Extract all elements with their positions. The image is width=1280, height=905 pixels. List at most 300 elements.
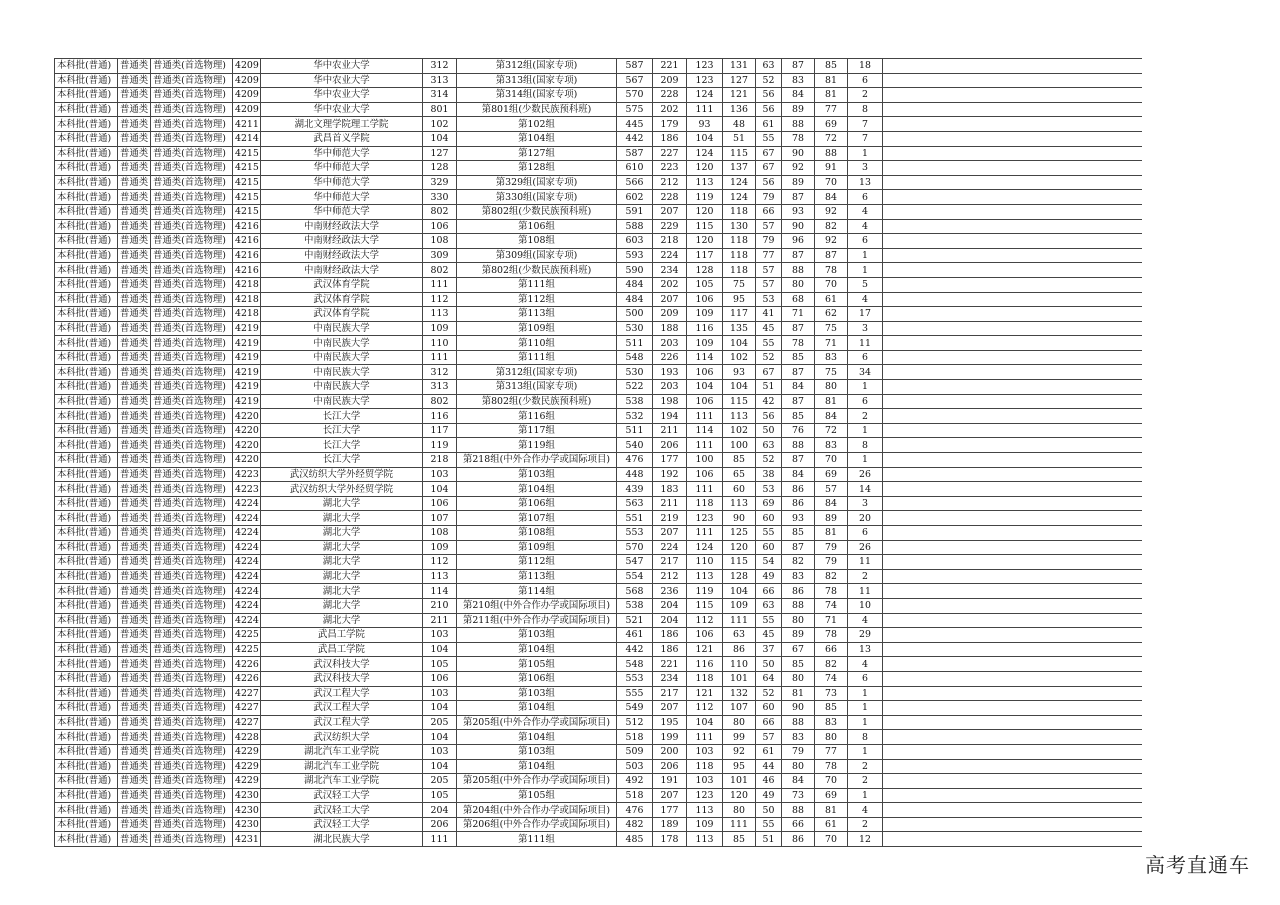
- empty-cell: [883, 671, 1142, 686]
- group-name-cell: 第103组: [457, 467, 617, 482]
- chinese-math-cell: 195: [653, 715, 687, 730]
- plan-cell: 590: [617, 263, 653, 278]
- chinese-cell: 111: [723, 817, 756, 832]
- plan-cell: 570: [617, 540, 653, 555]
- subject-cell: 普通类(首选物理): [151, 803, 233, 818]
- batch-cell: 本科批(普通): [55, 744, 118, 759]
- chinese-cell: 115: [723, 146, 756, 161]
- category-cell: 普通类: [118, 365, 151, 380]
- empty-cell: [883, 248, 1142, 263]
- empty-cell: [883, 774, 1142, 789]
- plan-cell: 563: [617, 496, 653, 511]
- subject-cell: 普通类(首选物理): [151, 219, 233, 234]
- chinese-cell: 85: [723, 453, 756, 468]
- school-code-cell: 4216: [233, 234, 261, 249]
- group-name-cell: 第111组: [457, 277, 617, 292]
- subject-cell: 普通类(首选物理): [151, 131, 233, 146]
- table-row: [55, 584, 1142, 599]
- physics-cell: 93: [782, 204, 815, 219]
- category-cell: 普通类: [118, 102, 151, 117]
- math-cell: 121: [687, 642, 723, 657]
- group-name-cell: 第105组: [457, 788, 617, 803]
- math-cell: 124: [687, 540, 723, 555]
- physics-cell: 85: [782, 409, 815, 424]
- math-cell: 109: [687, 336, 723, 351]
- chinese-cell: 95: [723, 292, 756, 307]
- plan-cell: 588: [617, 219, 653, 234]
- physics-cell: 78: [782, 336, 815, 351]
- group-name-cell: 第312组(国家专项): [457, 59, 617, 74]
- physics-cell: 90: [782, 701, 815, 716]
- math-cell: 115: [687, 598, 723, 613]
- physics-cell: 84: [782, 380, 815, 395]
- school-name-cell: 华中农业大学: [261, 88, 423, 103]
- group-name-cell: 第104组: [457, 759, 617, 774]
- school-code-cell: 4216: [233, 263, 261, 278]
- empty-cell: [883, 350, 1142, 365]
- group-code-cell: 309: [423, 248, 457, 263]
- english-cell: 46: [756, 774, 782, 789]
- empty-cell: [883, 131, 1142, 146]
- school-name-cell: 华中农业大学: [261, 73, 423, 88]
- chinese-cell: 92: [723, 744, 756, 759]
- score-cell: 70: [815, 832, 848, 847]
- group-code-cell: 313: [423, 380, 457, 395]
- group-name-cell: 第309组(国家专项): [457, 248, 617, 263]
- school-name-cell: 中南财经政法大学: [261, 234, 423, 249]
- group-name-cell: 第104组: [457, 730, 617, 745]
- empty-cell: [883, 423, 1142, 438]
- math-cell: 93: [687, 117, 723, 132]
- group-code-cell: 111: [423, 277, 457, 292]
- chinese-math-cell: 218: [653, 234, 687, 249]
- plan-cell: 484: [617, 292, 653, 307]
- subject-cell: 普通类(首选物理): [151, 453, 233, 468]
- english-cell: 56: [756, 175, 782, 190]
- category-cell: 普通类: [118, 555, 151, 570]
- group-name-cell: 第330组(国家专项): [457, 190, 617, 205]
- chinese-math-cell: 224: [653, 540, 687, 555]
- score-cell: 83: [815, 438, 848, 453]
- english-cell: 55: [756, 613, 782, 628]
- school-code-cell: 4219: [233, 394, 261, 409]
- school-name-cell: 武汉轻工大学: [261, 788, 423, 803]
- chinese-math-cell: 217: [653, 686, 687, 701]
- chinese-math-cell: 178: [653, 832, 687, 847]
- score-cell: 73: [815, 686, 848, 701]
- english-cell: 38: [756, 467, 782, 482]
- physics-cell: 87: [782, 453, 815, 468]
- plan-cell: 476: [617, 803, 653, 818]
- score-cell: 62: [815, 307, 848, 322]
- school-code-cell: 4209: [233, 73, 261, 88]
- physics-cell: 71: [782, 307, 815, 322]
- group-name-cell: 第127组: [457, 146, 617, 161]
- rank-cell: 6: [848, 234, 883, 249]
- chinese-cell: 137: [723, 161, 756, 176]
- group-code-cell: 106: [423, 219, 457, 234]
- batch-cell: 本科批(普通): [55, 161, 118, 176]
- table-row: [55, 350, 1142, 365]
- chinese-math-cell: 219: [653, 511, 687, 526]
- empty-cell: [883, 380, 1142, 395]
- school-code-cell: 4224: [233, 555, 261, 570]
- plan-cell: 602: [617, 190, 653, 205]
- rank-cell: 8: [848, 438, 883, 453]
- physics-cell: 81: [782, 686, 815, 701]
- math-cell: 105: [687, 277, 723, 292]
- score-cell: 78: [815, 263, 848, 278]
- plan-cell: 587: [617, 59, 653, 74]
- group-code-cell: 109: [423, 321, 457, 336]
- score-cell: 70: [815, 774, 848, 789]
- category-cell: 普通类: [118, 59, 151, 74]
- physics-cell: 87: [782, 248, 815, 263]
- school-name-cell: 武汉科技大学: [261, 671, 423, 686]
- category-cell: 普通类: [118, 628, 151, 643]
- plan-cell: 461: [617, 628, 653, 643]
- group-code-cell: 205: [423, 715, 457, 730]
- category-cell: 普通类: [118, 540, 151, 555]
- group-name-cell: 第106组: [457, 671, 617, 686]
- school-code-cell: 4224: [233, 598, 261, 613]
- group-name-cell: 第117组: [457, 423, 617, 438]
- chinese-math-cell: 207: [653, 788, 687, 803]
- school-name-cell: 湖北汽车工业学院: [261, 744, 423, 759]
- school-code-cell: 4209: [233, 102, 261, 117]
- empty-cell: [883, 832, 1142, 847]
- english-cell: 60: [756, 701, 782, 716]
- math-cell: 106: [687, 394, 723, 409]
- rank-cell: 1: [848, 248, 883, 263]
- rank-cell: 18: [848, 59, 883, 74]
- plan-cell: 503: [617, 759, 653, 774]
- group-code-cell: 103: [423, 628, 457, 643]
- school-code-cell: 4231: [233, 832, 261, 847]
- empty-cell: [883, 759, 1142, 774]
- group-code-cell: 104: [423, 642, 457, 657]
- physics-cell: 93: [782, 511, 815, 526]
- chinese-cell: 80: [723, 715, 756, 730]
- chinese-math-cell: 209: [653, 73, 687, 88]
- batch-cell: 本科批(普通): [55, 73, 118, 88]
- batch-cell: 本科批(普通): [55, 409, 118, 424]
- plan-cell: 587: [617, 146, 653, 161]
- plan-cell: 568: [617, 584, 653, 599]
- chinese-cell: 63: [723, 628, 756, 643]
- chinese-cell: 104: [723, 336, 756, 351]
- school-name-cell: 长江大学: [261, 409, 423, 424]
- english-cell: 56: [756, 102, 782, 117]
- math-cell: 120: [687, 234, 723, 249]
- school-code-cell: 4227: [233, 701, 261, 716]
- chinese-math-cell: 198: [653, 394, 687, 409]
- chinese-math-cell: 209: [653, 307, 687, 322]
- plan-cell: 530: [617, 365, 653, 380]
- batch-cell: 本科批(普通): [55, 321, 118, 336]
- subject-cell: 普通类(首选物理): [151, 817, 233, 832]
- chinese-cell: 132: [723, 686, 756, 701]
- batch-cell: 本科批(普通): [55, 292, 118, 307]
- subject-cell: 普通类(首选物理): [151, 555, 233, 570]
- empty-cell: [883, 438, 1142, 453]
- english-cell: 60: [756, 511, 782, 526]
- school-name-cell: 华中师范大学: [261, 204, 423, 219]
- table-row: [55, 817, 1142, 832]
- subject-cell: 普通类(首选物理): [151, 671, 233, 686]
- empty-cell: [883, 277, 1142, 292]
- physics-cell: 66: [782, 817, 815, 832]
- school-code-cell: 4227: [233, 715, 261, 730]
- math-cell: 111: [687, 102, 723, 117]
- subject-cell: 普通类(首选物理): [151, 744, 233, 759]
- category-cell: 普通类: [118, 423, 151, 438]
- group-code-cell: 113: [423, 307, 457, 322]
- rank-cell: 3: [848, 321, 883, 336]
- rank-cell: 14: [848, 482, 883, 497]
- school-name-cell: 中南民族大学: [261, 321, 423, 336]
- table-row: [55, 146, 1142, 161]
- math-cell: 120: [687, 161, 723, 176]
- school-code-cell: 4230: [233, 803, 261, 818]
- group-code-cell: 104: [423, 759, 457, 774]
- group-name-cell: 第204组(中外合作办学或国际项目): [457, 803, 617, 818]
- chinese-cell: 86: [723, 642, 756, 657]
- school-code-cell: 4228: [233, 730, 261, 745]
- english-cell: 45: [756, 321, 782, 336]
- group-code-cell: 204: [423, 803, 457, 818]
- rank-cell: 2: [848, 817, 883, 832]
- school-code-cell: 4224: [233, 526, 261, 541]
- category-cell: 普通类: [118, 234, 151, 249]
- subject-cell: 普通类(首选物理): [151, 292, 233, 307]
- category-cell: 普通类: [118, 832, 151, 847]
- english-cell: 49: [756, 569, 782, 584]
- score-cell: 69: [815, 117, 848, 132]
- school-code-cell: 4229: [233, 759, 261, 774]
- chinese-math-cell: 192: [653, 467, 687, 482]
- chinese-cell: 111: [723, 613, 756, 628]
- rank-cell: 4: [848, 219, 883, 234]
- school-name-cell: 武昌工学院: [261, 642, 423, 657]
- math-cell: 124: [687, 146, 723, 161]
- batch-cell: 本科批(普通): [55, 175, 118, 190]
- rank-cell: 11: [848, 336, 883, 351]
- school-name-cell: 湖北大学: [261, 526, 423, 541]
- physics-cell: 87: [782, 394, 815, 409]
- subject-cell: 普通类(首选物理): [151, 277, 233, 292]
- table-row: [55, 438, 1142, 453]
- english-cell: 55: [756, 817, 782, 832]
- group-name-cell: 第112组: [457, 555, 617, 570]
- group-name-cell: 第113组: [457, 307, 617, 322]
- english-cell: 63: [756, 59, 782, 74]
- physics-cell: 87: [782, 59, 815, 74]
- group-code-cell: 103: [423, 744, 457, 759]
- group-name-cell: 第105组: [457, 657, 617, 672]
- rank-cell: 1: [848, 380, 883, 395]
- group-code-cell: 111: [423, 350, 457, 365]
- chinese-math-cell: 204: [653, 613, 687, 628]
- math-cell: 100: [687, 453, 723, 468]
- school-code-cell: 4226: [233, 671, 261, 686]
- rank-cell: 7: [848, 131, 883, 146]
- empty-cell: [883, 190, 1142, 205]
- chinese-cell: 120: [723, 540, 756, 555]
- school-code-cell: 4223: [233, 467, 261, 482]
- plan-cell: 553: [617, 526, 653, 541]
- chinese-cell: 135: [723, 321, 756, 336]
- batch-cell: 本科批(普通): [55, 642, 118, 657]
- batch-cell: 本科批(普通): [55, 817, 118, 832]
- chinese-math-cell: 200: [653, 744, 687, 759]
- category-cell: 普通类: [118, 613, 151, 628]
- empty-cell: [883, 701, 1142, 716]
- subject-cell: 普通类(首选物理): [151, 759, 233, 774]
- physics-cell: 92: [782, 161, 815, 176]
- empty-cell: [883, 453, 1142, 468]
- chinese-math-cell: 236: [653, 584, 687, 599]
- watermark-text: 高考直通车: [1145, 853, 1250, 877]
- empty-cell: [883, 161, 1142, 176]
- math-cell: 111: [687, 409, 723, 424]
- chinese-math-cell: 223: [653, 161, 687, 176]
- empty-cell: [883, 365, 1142, 380]
- school-name-cell: 武汉轻工大学: [261, 803, 423, 818]
- empty-cell: [883, 117, 1142, 132]
- score-cell: 75: [815, 365, 848, 380]
- chinese-cell: 80: [723, 803, 756, 818]
- chinese-math-cell: 183: [653, 482, 687, 497]
- score-cell: 79: [815, 555, 848, 570]
- group-name-cell: 第108组: [457, 526, 617, 541]
- group-name-cell: 第102组: [457, 117, 617, 132]
- physics-cell: 96: [782, 234, 815, 249]
- rank-cell: 8: [848, 102, 883, 117]
- group-name-cell: 第802组(少数民族预科班): [457, 204, 617, 219]
- school-code-cell: 4219: [233, 321, 261, 336]
- group-code-cell: 206: [423, 817, 457, 832]
- category-cell: 普通类: [118, 161, 151, 176]
- subject-cell: 普通类(首选物理): [151, 102, 233, 117]
- physics-cell: 87: [782, 190, 815, 205]
- group-code-cell: 112: [423, 292, 457, 307]
- school-name-cell: 湖北大学: [261, 613, 423, 628]
- table-row: [55, 803, 1142, 818]
- plan-cell: 540: [617, 438, 653, 453]
- table-row: [55, 759, 1142, 774]
- english-cell: 49: [756, 788, 782, 803]
- chinese-cell: 60: [723, 482, 756, 497]
- school-name-cell: 中南民族大学: [261, 380, 423, 395]
- batch-cell: 本科批(普通): [55, 190, 118, 205]
- chinese-math-cell: 228: [653, 190, 687, 205]
- table-row: [55, 467, 1142, 482]
- empty-cell: [883, 409, 1142, 424]
- group-name-cell: 第116组: [457, 409, 617, 424]
- empty-cell: [883, 59, 1142, 74]
- score-cell: 82: [815, 657, 848, 672]
- english-cell: 50: [756, 657, 782, 672]
- physics-cell: 86: [782, 496, 815, 511]
- empty-cell: [883, 817, 1142, 832]
- category-cell: 普通类: [118, 803, 151, 818]
- physics-cell: 82: [782, 555, 815, 570]
- group-name-cell: 第313组(国家专项): [457, 73, 617, 88]
- empty-cell: [883, 307, 1142, 322]
- table-row: [55, 175, 1142, 190]
- rank-cell: 1: [848, 453, 883, 468]
- group-code-cell: 802: [423, 394, 457, 409]
- batch-cell: 本科批(普通): [55, 277, 118, 292]
- chinese-cell: 120: [723, 788, 756, 803]
- table-row: [55, 555, 1142, 570]
- batch-cell: 本科批(普通): [55, 598, 118, 613]
- table-row: [55, 569, 1142, 584]
- english-cell: 79: [756, 190, 782, 205]
- rank-cell: 13: [848, 175, 883, 190]
- admission-score-table: [54, 58, 1142, 847]
- group-code-cell: 312: [423, 365, 457, 380]
- chinese-math-cell: 207: [653, 526, 687, 541]
- english-cell: 57: [756, 219, 782, 234]
- score-cell: 88: [815, 146, 848, 161]
- category-cell: 普通类: [118, 759, 151, 774]
- group-name-cell: 第802组(少数民族预科班): [457, 263, 617, 278]
- school-code-cell: 4226: [233, 657, 261, 672]
- subject-cell: 普通类(首选物理): [151, 73, 233, 88]
- school-name-cell: 华中师范大学: [261, 161, 423, 176]
- english-cell: 61: [756, 744, 782, 759]
- score-cell: 84: [815, 496, 848, 511]
- school-code-cell: 4219: [233, 380, 261, 395]
- school-code-cell: 4227: [233, 686, 261, 701]
- empty-cell: [883, 467, 1142, 482]
- physics-cell: 89: [782, 628, 815, 643]
- subject-cell: 普通类(首选物理): [151, 788, 233, 803]
- subject-cell: 普通类(首选物理): [151, 409, 233, 424]
- category-cell: 普通类: [118, 715, 151, 730]
- table-row: [55, 219, 1142, 234]
- plan-cell: 509: [617, 744, 653, 759]
- school-name-cell: 武汉工程大学: [261, 715, 423, 730]
- group-code-cell: 114: [423, 584, 457, 599]
- group-code-cell: 105: [423, 788, 457, 803]
- group-code-cell: 103: [423, 686, 457, 701]
- rank-cell: 2: [848, 759, 883, 774]
- table-row: [55, 598, 1142, 613]
- chinese-cell: 100: [723, 438, 756, 453]
- english-cell: 52: [756, 350, 782, 365]
- school-name-cell: 湖北大学: [261, 511, 423, 526]
- chinese-cell: 118: [723, 263, 756, 278]
- group-name-cell: 第108组: [457, 234, 617, 249]
- school-name-cell: 中南民族大学: [261, 336, 423, 351]
- group-code-cell: 801: [423, 102, 457, 117]
- group-code-cell: 802: [423, 263, 457, 278]
- english-cell: 51: [756, 832, 782, 847]
- category-cell: 普通类: [118, 248, 151, 263]
- category-cell: 普通类: [118, 496, 151, 511]
- school-code-cell: 4215: [233, 161, 261, 176]
- category-cell: 普通类: [118, 409, 151, 424]
- chinese-cell: 48: [723, 117, 756, 132]
- school-name-cell: 武汉工程大学: [261, 701, 423, 716]
- group-code-cell: 210: [423, 598, 457, 613]
- plan-cell: 575: [617, 102, 653, 117]
- category-cell: 普通类: [118, 131, 151, 146]
- plan-cell: 442: [617, 642, 653, 657]
